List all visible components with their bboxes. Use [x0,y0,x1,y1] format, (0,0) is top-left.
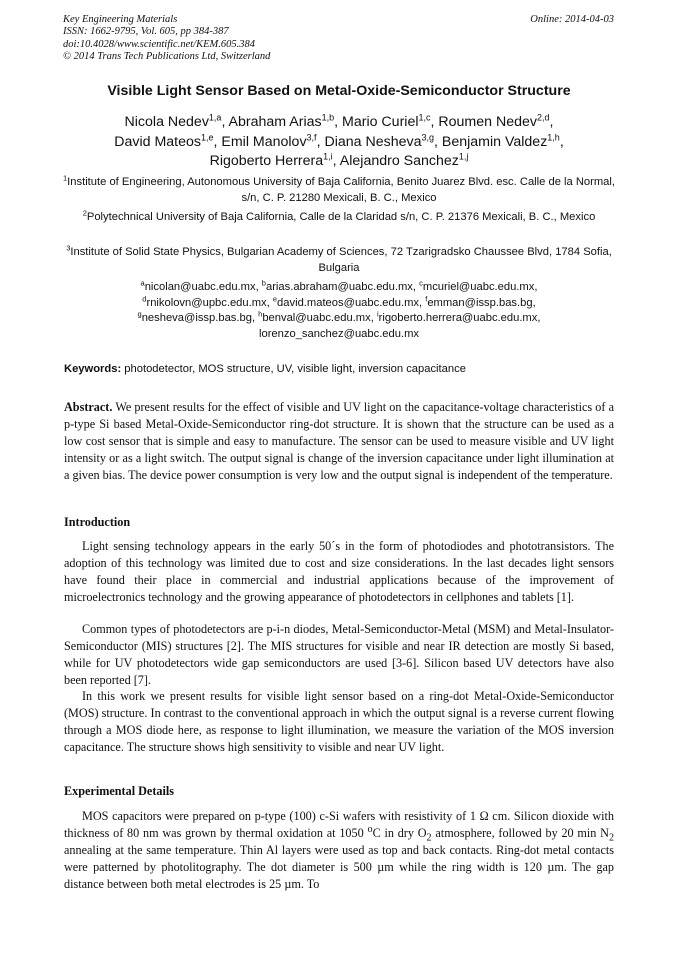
issn: ISSN: 1662-9795, Vol. 605, pp 384-387 [63,26,229,38]
journal-header [63,14,270,64]
section-heading-introduction: Introduction [64,515,131,529]
email: lorenzo_sanchez@uabc.edu.mx [259,327,419,340]
email: nicolan@uabc.edu.mx [144,281,256,293]
email: arias.abraham@uabc.edu.mx [265,281,413,293]
author: Rigoberto Herrera$^{1,i}$ [209,151,333,169]
copyright: © 2014 Trans Tech Publications Ltd, Switzerland [63,51,271,63]
email: nesheva@issp.bas.bg [141,312,252,325]
author: Mario Curiel$^{1,c}$ [342,112,431,130]
paper-title: Visible Light Sensor Based on Metal-Oxide-Semiconductor Structure [107,83,571,99]
keywords [64,363,616,375]
email: emman@issp.bas.bg [427,296,533,309]
email: rnikolovn@upbc.edu.mx [146,296,267,309]
intro-paragraph: Light sensing technology appears in the early 50´s in the form of photodiodes and phototransistors. The adoption of this technology was limited due to cost and size considerations. In the last decades light sensors have found their place in commercial and industrial applications because of the improvement of microelectronics technology and the growing appearance of photodetectors in cellphones and tablets [1]. [64,539,614,604]
email: david.mateos@uabc.edu.mx [277,296,419,309]
affiliation: $^2$Polytechnical University of Baja California, Calle de la Claridad s/n, C. P. 21376 Mexicali, B. C., Mexico [82,208,596,223]
author-list: Nicola Nedev$^{1,a}$, Abraham Arias$^{1,b}$, Mario Curiel$^{1,c}$, Roumen Nedev$^{2,d}$, David Mateos$^{1,e}$, Emil Manolov$^{3,f}$, Diana Nesheva$^{3,g}$, Benjamin Valdez$^{1,h}$, Rigoberto Herrera$^{1,i}$, Alejandro Sanchez$^{1,j}$ [114,112,564,169]
author: Benjamin Valdez$^{1,h}$ [441,131,560,150]
abstract [64,399,614,484]
email-list: $^a$nicolan@uabc.edu.mx, $^b$arias.abraham@uabc.edu.mx, $^c$mcuriel@uabc.edu.mx, $^d$rnikolovn@upbc.edu.mx, $^e$david.mateos@uabc.edu.mx, $^f$emman@issp.bas.bg, $^g$nesheva@issp.bas.bg, $^h$benval@uabc.edu.mx, $^i$rigoberto.herrera@uabc.edu.mx, lorenzo_sanchez@uabc.edu.mx [137,278,541,340]
author: Alejandro Sanchez$^{1,j}$ [339,151,469,169]
journal-name: Key Engineering Materials [63,14,178,25]
online-date: Online: 2014-04-03 [530,14,614,25]
email: rigoberto.herrera@uabc.edu.mx [378,312,538,325]
intro-paragraph: In this work we present results for visible light sensor based on a ring-dot Metal-Oxide-Semiconductor (MOS) structure. In contrast to the conventional approach in which the output signal is a reverse current flowing through a MOS diode here, as response to light illumination, we measure the variation of the MOS inversion capacitance. The structure shows high sensitivity to visible and near UV light. [64,689,614,754]
doi: doi:10.4028/www.scientific.net/KEM.605.384 [63,38,255,50]
author: Emil Manolov$^{3,f}$ [221,131,317,150]
author: Nicola Nedev$^{1,a}$ [124,112,222,130]
intro-paragraph: Common types of photodetectors are p-i-n diodes, Metal-Semiconductor-Metal (MSM) and Metal-Insulator-Semiconductor (MIS) structures [2]. The MIS structures for visible and near IR detection are mostly Si based, while for UV photodetectors wide gap semiconductors are used [3-6]. Silicon based UV detectors have also been reported [7]. [64,622,614,687]
abstract-label: Abstract. [64,400,113,414]
email: benval@uabc.edu.mx [262,312,371,325]
email: mcuriel@uabc.edu.mx [422,281,535,293]
experimental-paragraph: MOS capacitors were prepared on p-type (100) c-Si wafers with resistivity of 1 Ω cm. Silicon dioxide with thickness of 80 nm was grown by thermal oxidation at 1050 $^o$C in dry $O_2$ atmosphere, followed by 20 $\min N_2$ annealing at the same temperature. Thin Al layers were used as top and back contacts. Ring-dot metal contacts were patterned by photolitography. The dot diameter is 500 µm while the ring width is 120 µm. The gap distance between both metal electrodes is 25 µm. To [64,809,615,891]
affiliation: $^3$Institute of Solid State Physics, Bulgarian Academy of Sciences, 72 Tzarigradsko Chaussee Blvd, 1784 Sofia, Bulgaria [66,243,612,274]
author: Roumen Nedev$^{2,d}$ [438,112,550,130]
keywords-text: photodetector, MOS structure, UV, visible light, inversion capacitance [121,363,466,375]
abstract-text: We present results for the effect of visible and UV light on the capacitance-voltage characteristics of a p-type Si based Metal-Oxide-Semiconductor ring-dot structure. It is shown that the structure can be used as a low cost sensor that is simple and easy to manufacture. The sensor can be used to measure visible and UV light intensity or as a light switch. The output signal is change of the inversion capacitance under light illumination at a given bias. The device power consumption is very low and the output signal is independent of the temperature. [64,400,614,482]
keywords-label: Keywords: [64,363,122,375]
author: Diana Nesheva$^{3,g}$ [324,131,434,150]
affiliation: $^1$Institute of Engineering, Autonomous University of Baja California, Benito Juarez Blvd. esc. Calle de la Normal, s/n, C. P. 21280 Mexicali, B. C., Mexico [62,173,615,204]
section-heading-experimental: Experimental Details [64,784,175,798]
author: Abraham Arias$^{1,b}$ [228,112,335,130]
author: David Mateos$^{1,e}$ [114,131,214,150]
